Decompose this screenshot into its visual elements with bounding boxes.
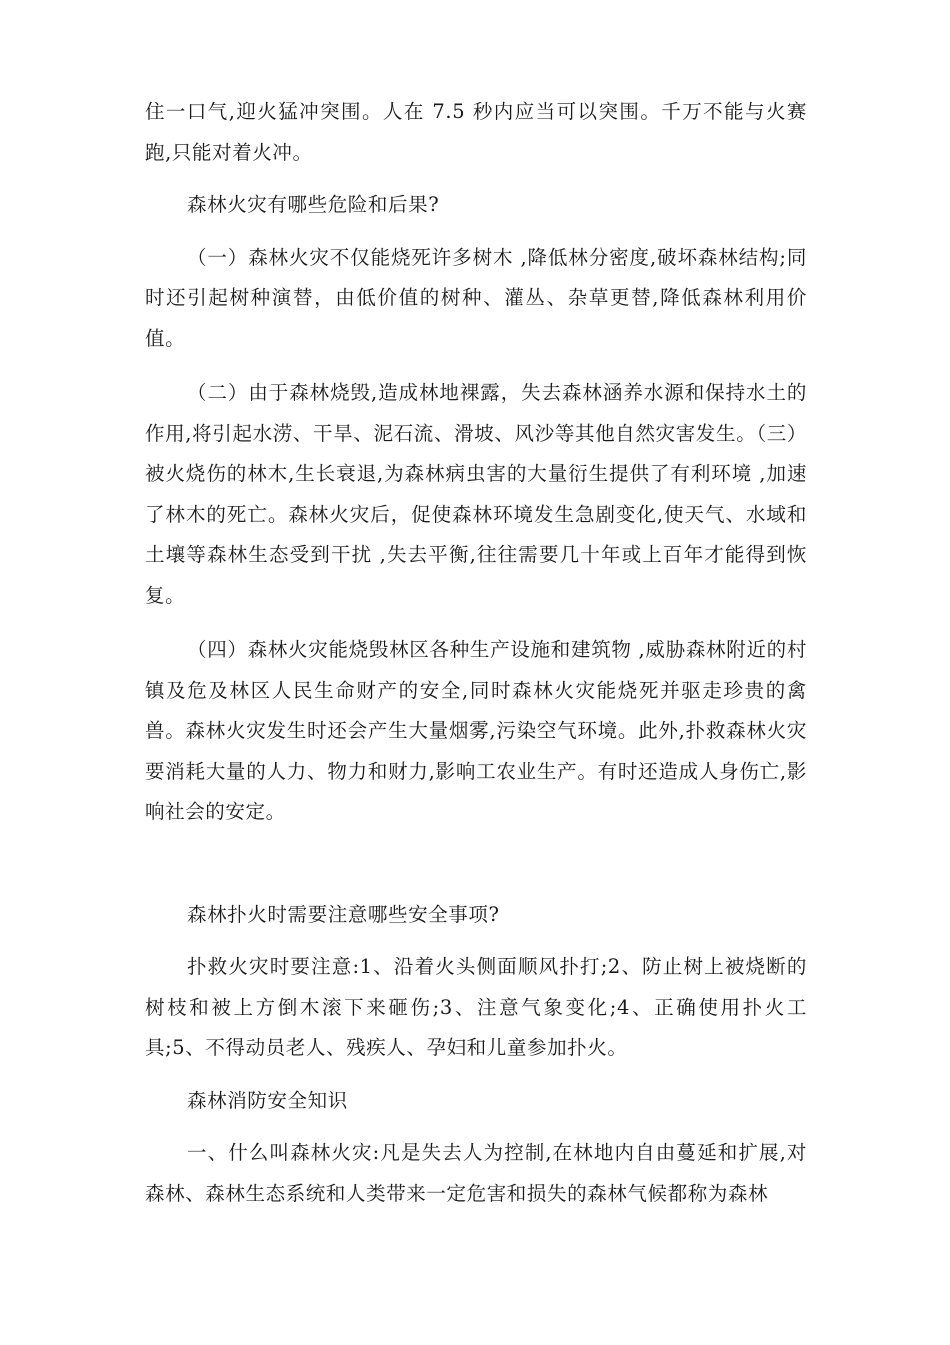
heading-fire-safety-knowledge: 森林消防安全知识 — [187, 1088, 348, 1112]
heading-firefighting-safety: 森林扑火时需要注意哪些安全事项? — [187, 902, 500, 926]
paragraph-definition: 一、什么叫森林火灾:凡是失去人为控制,在林地内自由蔓延和扩展,对森林、森林生态系统和人类带来一定危害和损失的森林气候都称为森林 — [145, 1141, 807, 1205]
heading-forest-fire-dangers: 森林火灾有哪些危险和后果? — [187, 193, 440, 216]
paragraph-consequence-one: （一）森林火灾不仅能烧死许多树木 ,降低林分密度,破坏森林结构;同时还引起树种演替，由低价值的树种、灌丛、杂草更替,降低森林利用价值。 — [145, 245, 807, 350]
document-page — [145, 92, 807, 1214]
paragraph-continuation: 住一口气,迎火猛冲突围。人在 7.5 秒内应当可以突围。千万不能与火赛跑,只能对着火冲。 — [145, 100, 807, 164]
paragraph-consequence-two-three: （二）由于森林烧毁,造成林地裸露，失去森林涵养水源和保持水土的作用,将引起水涝、干旱、泥石流、滑坡、风沙等其他自然灾害发生。（三）被火烧伤的林木,生长衰退,为森林病虫害的大量衍生提供了有利环境 ,加速了林木的死亡。森林火灾后，促使森林环境发生急剧变化,使天气、水域和土壤等森林生态受到干扰 ,失去平衡,往往需要几十年或上百年才能得到恢复。 — [145, 381, 807, 607]
paragraph-consequence-four: （四）森林火灾能烧毁林区各种生产设施和建筑物 ,威胁森林附近的村镇及危及林区人民生命财产的安全,同时森林火灾能烧死并驱走珍贵的禽兽。森林火灾发生时还会产生大量烟雾,污染空气环境。此外,扑救森林火灾要消耗大量的人力、物力和财力,影响工农业生产。有时还造成人身伤亡,影响社会的安定。 — [145, 638, 807, 823]
paragraph-safety-items: 扑救火灾时要注意:1、沿着火头侧面顺风扑打;2、防止树上被烧断的树枝和被上方倒木滚下来砸伤;3、注意气象变化;4、正确使用扑火工具;5、不得动员老人、残疾人、孕妇和儿童参加扑火。 — [145, 955, 807, 1059]
